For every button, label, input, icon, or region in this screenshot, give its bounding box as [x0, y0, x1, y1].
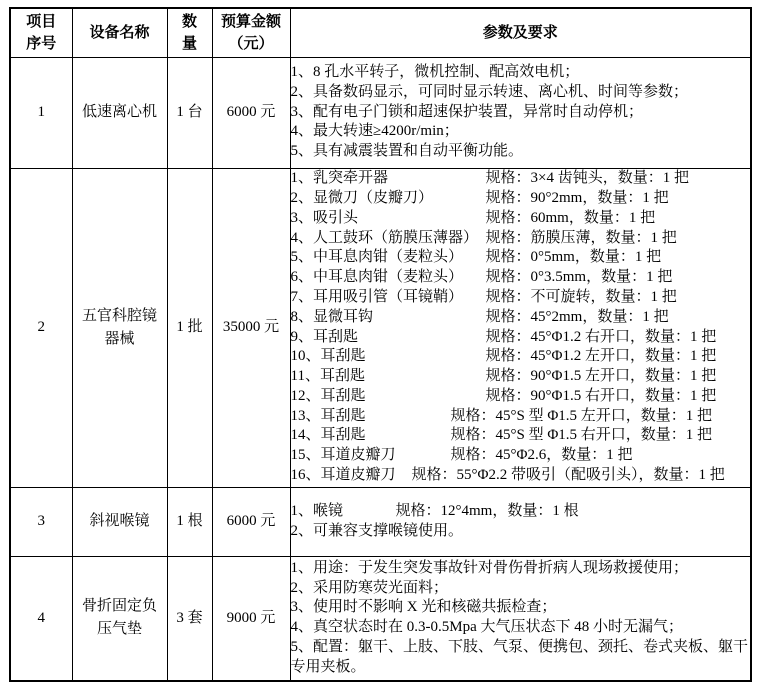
- seq-value: 4: [37, 609, 45, 626]
- param-line: [291, 308, 751, 328]
- header-item-no-line2: 序号: [26, 35, 57, 52]
- quantity-value: 1 根: [176, 513, 203, 529]
- param-item-spec: 规格：0°5mm，数量：1 把: [485, 249, 662, 266]
- budget-value: 35000 元: [222, 319, 280, 335]
- equipment-name-line: 骨折固定负: [81, 598, 157, 615]
- param-line: [291, 169, 751, 189]
- header-item-no: [10, 8, 72, 57]
- param-line: 5、具有减震装置和自动平衡功能。: [290, 143, 524, 160]
- row3-quantity: [167, 487, 212, 556]
- param-item-name: 16、耳道皮瓣刀: [290, 467, 396, 484]
- equipment-name-line: 低速离心机: [81, 104, 157, 120]
- param-item-name: 15、耳道皮瓣刀: [290, 447, 396, 464]
- equipment-name-line: 斜视喉镜: [89, 513, 150, 529]
- param-line: [291, 189, 751, 209]
- header-item-no-line1: 项目: [26, 13, 57, 30]
- table-header-row: [10, 8, 751, 57]
- row1-budget: [212, 57, 290, 168]
- equipment-name-line: 器械: [104, 330, 135, 347]
- param-item-spec: 规格：90°Φ1.5 右开口，数量：1 把: [485, 387, 717, 404]
- header-quantity-line1: 数: [181, 13, 197, 30]
- param-item-name: 6、中耳息肉钳（麦粒头）: [290, 269, 464, 286]
- row1-seq: [10, 57, 72, 168]
- param-item-name: 2、显微刀（皮瓣刀）: [290, 189, 434, 206]
- param-item-spec: 规格：90°2mm，数量：1 把: [485, 189, 669, 206]
- param-line: [291, 502, 751, 522]
- param-line: 3、使用时不影响 X 光和核磁共振检查；: [290, 599, 557, 616]
- param-line: [291, 347, 751, 367]
- row4-budget: [212, 556, 290, 681]
- row4-equipment-name: [72, 556, 167, 681]
- param-item-spec: 规格：45°Φ1.2 左开口，数量：1 把: [485, 348, 717, 365]
- param-item-name: 4、人工鼓环（筋膜压薄器）: [290, 229, 479, 246]
- param-item-name: 1、乳突牵开器: [290, 170, 389, 187]
- param-item-spec: 规格：3×4 齿钝头，数量：1 把: [485, 170, 689, 187]
- param-item-name: 14、耳刮匙: [290, 427, 366, 444]
- param-item-name: 11、耳刮匙: [290, 368, 365, 385]
- budget-value: 6000 元: [226, 104, 276, 120]
- param-line: [291, 407, 751, 427]
- row2-equipment-name: [72, 168, 167, 487]
- param-line: [291, 426, 751, 446]
- param-line: 1、用途：于发生突发事故针对骨伤骨折病人现场救援使用；: [290, 559, 689, 576]
- row2-budget: [212, 168, 290, 487]
- quantity-value: 1 批: [176, 319, 203, 335]
- header-budget-line2: （元）: [228, 35, 274, 52]
- param-line: 2、具备数码显示，可同时显示转速、离心机、时间等参数；: [290, 83, 689, 100]
- param-line: [291, 209, 751, 229]
- header-params-label: 参数及要求: [482, 24, 558, 41]
- param-line: 4、最大转速≥4200r/min；: [290, 123, 459, 140]
- row1-quantity: [167, 57, 212, 168]
- header-quantity-line2: 量: [181, 35, 197, 52]
- row3-params: [290, 487, 751, 556]
- param-item-spec: 规格：45°Φ1.2 右开口，数量：1 把: [485, 328, 717, 345]
- param-line: 2、可兼容支撑喉镜使用。: [290, 522, 464, 539]
- table-row: [10, 168, 751, 487]
- param-line: 4、真空状态时在 0.3-0.5Mpa 大气压状态下 48 小时无漏气；: [290, 619, 683, 636]
- header-budget-line1: 预算金额: [220, 13, 281, 30]
- table-row: [10, 556, 751, 681]
- param-line: [291, 328, 751, 348]
- param-item-name: 9、耳刮匙: [290, 328, 359, 345]
- param-line: [291, 248, 751, 268]
- param-item-name: 8、显微耳钩: [290, 308, 374, 325]
- row1-params: [290, 57, 751, 168]
- param-item-spec: 规格：55°Φ2.2 带吸引（配吸引头），数量：1 把: [411, 467, 725, 484]
- param-line: 5、配置：躯干、上肢、下肢、气泵、便携包、颈托、卷式夹板、躯干专用夹板。: [290, 639, 749, 675]
- row4-params: [290, 556, 751, 681]
- param-item-name: 10、耳刮匙: [290, 348, 366, 365]
- header-equipment-name: [72, 8, 167, 57]
- row3-equipment-name: [72, 487, 167, 556]
- row3-seq: [10, 487, 72, 556]
- param-line: [291, 446, 751, 466]
- param-item-name: 1、喉镜: [290, 502, 344, 519]
- header-equipment-label: 设备名称: [89, 24, 150, 41]
- param-item-name: 7、耳用吸引管（耳镜鞘）: [290, 288, 464, 305]
- param-item-spec: 规格：45°S 型 Φ1.5 右开口，数量：1 把: [450, 427, 713, 444]
- param-line: [291, 268, 751, 288]
- quantity-value: 1 台: [176, 104, 203, 120]
- row1-equipment-name: [72, 57, 167, 168]
- quantity-value: 3 套: [176, 609, 203, 626]
- param-line: [291, 367, 751, 387]
- param-item-spec: 规格：45°S 型 Φ1.5 左开口，数量：1 把: [450, 407, 713, 424]
- param-item-spec: 规格：筋膜压薄，数量：1 把: [485, 229, 677, 246]
- param-item-name: 3、吸引头: [290, 209, 359, 226]
- row3-budget: [212, 487, 290, 556]
- param-line: [291, 466, 751, 486]
- seq-value: 3: [37, 513, 45, 529]
- param-line: 3、配有电子门锁和超速保护装置，异常时自动停机；: [290, 103, 644, 120]
- param-line: 1、8 孔水平转子，微机控制、配高效电机；: [290, 64, 580, 80]
- row4-quantity: [167, 556, 212, 681]
- equipment-name-line: 压气垫: [96, 621, 142, 638]
- param-item-name: 13、耳刮匙: [290, 407, 366, 424]
- row2-seq: [10, 168, 72, 487]
- param-item-spec: 规格：0°3.5mm，数量：1 把: [485, 269, 673, 286]
- param-line: [291, 387, 751, 407]
- param-line: [291, 288, 751, 308]
- seq-value: 1: [37, 104, 45, 120]
- procurement-table: [9, 7, 752, 682]
- param-item-spec: 规格：60mm，数量：1 把: [485, 209, 656, 226]
- row4-seq: [10, 556, 72, 681]
- param-item-spec: 规格：90°Φ1.5 左开口，数量：1 把: [485, 368, 717, 385]
- header-budget: [212, 8, 290, 57]
- param-line: [291, 229, 751, 249]
- budget-value: 6000 元: [226, 513, 276, 529]
- param-item-spec: 规格：12°4mm，数量：1 根: [395, 502, 579, 519]
- param-item-spec: 规格：45°2mm，数量：1 把: [485, 308, 669, 325]
- header-quantity: [167, 8, 212, 57]
- param-item-spec: 规格：不可旋转，数量：1 把: [485, 288, 677, 305]
- table-row: [10, 487, 751, 556]
- header-params: [290, 8, 751, 57]
- param-item-name: 5、中耳息肉钳（麦粒头）: [290, 249, 464, 266]
- param-item-name: 12、耳刮匙: [290, 387, 366, 404]
- param-line: 2、采用防寒荧光面料；: [290, 579, 449, 596]
- seq-value: 2: [37, 319, 45, 335]
- row2-quantity: [167, 168, 212, 487]
- param-item-spec: 规格：45°Φ2.6，数量：1 把: [450, 447, 633, 464]
- row2-params: [290, 168, 751, 487]
- equipment-name-line: 五官科腔镜: [81, 307, 157, 324]
- table-row: [10, 57, 751, 168]
- budget-value: 9000 元: [226, 609, 276, 626]
